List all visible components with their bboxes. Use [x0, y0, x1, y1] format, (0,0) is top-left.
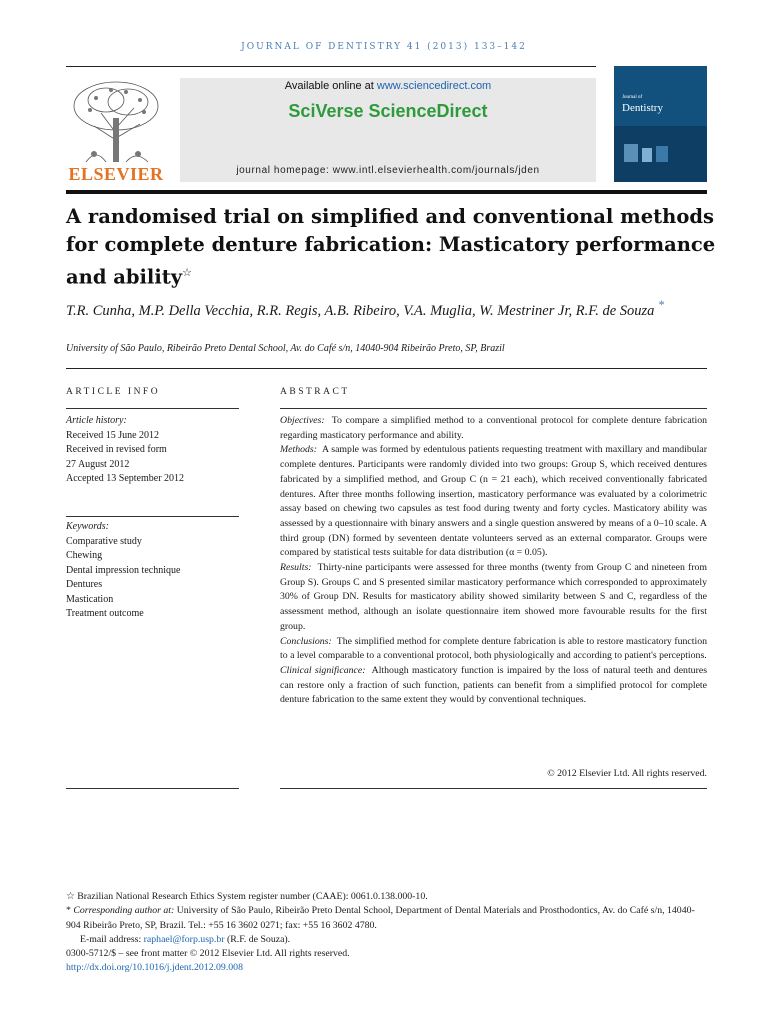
doi-link[interactable]: http://dx.doi.org/10.1016/j.jdent.2012.09.008	[66, 962, 243, 974]
abstract-clinical-significance	[280, 664, 707, 708]
section-text: The simplified method for complete denture fabrication is able to restore masticatory function to a level comparable to a conventional protocol, both physiologically and according to patient's perceptions.	[280, 635, 707, 662]
keyword-item[interactable]: Chewing	[66, 550, 103, 561]
email-footnote	[66, 933, 707, 947]
title-footnote-mark[interactable]: ☆	[182, 266, 192, 279]
section-label: Clinical significance:	[280, 664, 366, 676]
corresponding-author-footnote	[66, 904, 707, 933]
footnote-text: University of São Paulo, Ribeirão Preto Dental School, Department of Dental Materials and Prosthodontics, Av. do Café s/n, 14040-904 Ribeirão Preto, SP, Brazil. Tel.: +55 16 3602 0271; fax: +55 16 3602 4780.	[66, 905, 695, 931]
section-text: Thirty-nine participants were assessed for three months (twenty from Group C and nineteen from Group S). Groups C and S presented similar masticatory performance which corresponded to approximately 30% of Group DN. Results for masticatory ability showed similarity between S and C, regardless of the assessment method, although an isolate questionnaire item showed more favourable results for the first group.	[280, 562, 707, 632]
title-rule	[66, 368, 707, 369]
keywords-block	[66, 520, 241, 622]
history-item: Received in revised form	[66, 444, 167, 455]
abstract-rule	[280, 408, 707, 409]
elsevier-wordmark: ELSEVIER	[68, 164, 164, 184]
ethics-footnote: ☆ Brazilian National Research Ethics System register number (CAAE): 0061.0.138.000-10.	[66, 891, 428, 902]
copyright-notice: © 2012 Elsevier Ltd. All rights reserved.	[547, 768, 707, 779]
keywords-label: Keywords:	[66, 521, 109, 532]
keywords-rule	[66, 516, 239, 517]
sciencedirect-link[interactable]: www.sciencedirect.com	[376, 80, 492, 92]
cover-title-text: Dentistry	[622, 102, 663, 114]
affiliation: University of São Paulo, Ribeirão Preto Dental School, Av. do Café s/n, 14040-904 Ribeirão Preto, SP, Brazil	[66, 343, 505, 354]
section-text: A sample was formed by edentulous patients requesting treatment with maxillary and mandibular complete dentures. Participants were randomly divided into two groups: Group S, which received dentures fabricated by a simplified method, and Group C (n = 21 each), which received conventionally fabricated dentures. After three months following insertion, masticatory performance was evaluated by a colorimetric assay based on chewing two capsules as test food during twenty and forty cycles. Masticatory ability was assessed by a questionnaire with binary answers and a single question answered by means of a 0–10 scale. A third group (DN) formed by seventeen dentate volunteers served as an external comparator. Groups were compared by statistical tests suitable for data distribution (α = 0.05).	[280, 444, 708, 559]
article-info-heading: ARTICLE INFO	[66, 387, 161, 397]
sidebar-bottom-rule	[66, 788, 239, 789]
corresponding-author-mark[interactable]: *	[658, 298, 665, 312]
history-item: Received 15 June 2012	[66, 429, 160, 441]
journal-cover-image	[614, 66, 707, 182]
abstract-heading: ABSTRACT	[280, 387, 350, 397]
authors-text: T.R. Cunha, M.P. Della Vecchia, R.R. Regis, A.B. Ribeiro, V.A. Muglia, W. Mestriner Jr, R.F. de Souza	[66, 302, 655, 319]
section-label: Results:	[280, 562, 312, 574]
abstract-objectives	[280, 414, 707, 443]
section-text: To compare a simplified method to a conventional protocol for complete denture fabrication regarding masticatory performance and ability.	[280, 415, 707, 441]
keyword-item[interactable]: Treatment outcome	[66, 608, 144, 619]
keyword-item[interactable]: Dental impression technique	[66, 564, 181, 576]
abstract-bottom-rule	[280, 788, 707, 789]
cover-small-text: Journal of	[622, 95, 643, 100]
cover-title	[622, 92, 663, 114]
journal-homepage[interactable]: journal homepage: www.intl.elsevierhealth.com/journals/jden	[236, 165, 540, 176]
keyword-item[interactable]: Mastication	[66, 593, 114, 605]
sciverse-logo-text: SciVerse ScienceDirect	[288, 101, 488, 121]
keyword-item[interactable]: Dentures	[66, 579, 103, 590]
article-history	[66, 414, 241, 487]
footnotes	[66, 890, 707, 976]
footnote-mark: *	[66, 905, 74, 917]
section-label: Conclusions:	[280, 635, 332, 647]
abstract-conclusions	[280, 635, 707, 664]
header-thick-rule	[66, 190, 707, 194]
keyword-item[interactable]: Comparative study	[66, 535, 142, 547]
available-online-label: Available online at	[284, 80, 377, 92]
article-title	[66, 203, 716, 292]
history-item: 27 August 2012	[66, 458, 130, 470]
issn-line: 0300-5712/$ – see front matter © 2012 Elsevier Ltd. All rights reserved.	[66, 948, 350, 960]
history-label: Article history:	[66, 415, 127, 426]
abstract-results	[280, 561, 707, 635]
email-suffix: (R.F. de Souza).	[224, 933, 291, 945]
footnote-label: Corresponding author at:	[73, 905, 175, 917]
section-text: Although masticatory function is impaired by the loss of natural teeth and dentures can restore only a fraction of such function, patients can benefit from a simplified protocol for complete denture fabrication to the same extent they would by conventional techniques.	[280, 664, 708, 706]
section-label: Objectives:	[280, 415, 325, 426]
history-item: Accepted 13 September 2012	[66, 473, 185, 484]
author-list	[66, 295, 716, 321]
available-online	[180, 80, 596, 92]
email-link[interactable]: raphael@forp.usp.br	[143, 933, 225, 945]
article-info-rule	[66, 408, 239, 409]
journal-citation: JOURNAL OF DENTISTRY 41 (2013) 133–142	[241, 42, 527, 52]
section-label: Methods:	[280, 444, 318, 456]
header-rule	[66, 66, 596, 67]
abstract-methods	[280, 443, 707, 561]
abstract-body	[280, 414, 707, 708]
email-label: E-mail address:	[80, 933, 144, 945]
article-title-text: A randomised trial on simplified and conventional methods for complete denture fabrication: Masticatory performance and ability	[66, 205, 716, 289]
